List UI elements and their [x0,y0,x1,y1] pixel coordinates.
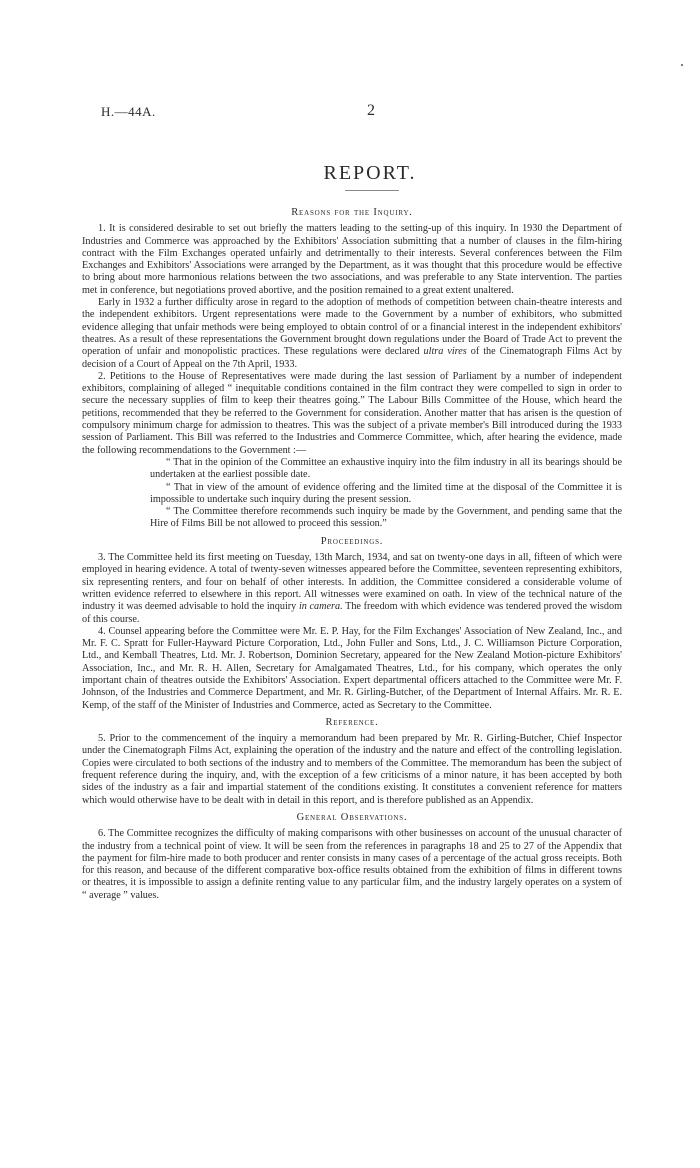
section-heading-reference: Reference. [325,716,379,728]
section-heading-reasons: Reasons for the Inquiry. [291,207,413,218]
quote-3: “ The Committee therefore recommends such inquiry be made by the Government, and pending same that the Hire of Films Bill be not allowed to proceed this session.” [150,506,622,530]
paragraph-3: 3. The Committee held its first meeting on Tuesday, 13th March, 1934, and sat on twenty-one days in all, fifteen of which were employed in hearing evidence. A total of twenty-seven witnesses appeared before the Committee, seventeen representing exhibitors, six representing renters, and four on behalf of other interests. In addition, the Committee considered a considerable volume of written evidence referred to elsewhere in this report. All witnesses were examined on oath. In view of the technical nature of the industry it was deemed advisable to hold the inquiry in camera. The freedom with which evidence was tendered proved the wisdom of this course. [82,552,622,625]
section-heading-general: General Observations. [296,811,408,823]
quote-1: “ That in the opinion of the Committee an exhaustive inquiry into the film industry in all its bearings should be undertaken at the earliest possible date. [150,456,622,481]
page-header [101,104,621,124]
document-reference: H.—44A. [101,104,156,119]
page-speck [681,64,683,66]
quote-2: “ That in view of the amount of evidence offering and the limited time at the disposal of the Committee it is impossible to undertake such inquiry during the present session. [150,481,622,505]
paragraph-1-continued: Early in 1932 a further difficulty arose in regard to the adoption of methods of competition between chain-theatre interests and the independent exhibitors. Urgent representations were made to the Government by a number of exhibitors, who submitted evidence alleging that unfair methods were being employed to obtain control of or a financial interest in the independent exhibitors' theatres. As a result of these representations the Government brought down regulations under the Board of Trade Act to prevent the operation of unfair and monopolistic practices. These regulations were declared ultra vires of the Cinematograph Films Act by decision of a Court of Appeal on the 7th April, 1933. [82,297,622,370]
paragraph-6: 6. The Committee recognizes the difficulty of making comparisons with other businesses on account of the unusual character of the industry from a technical point of view. It will be seen from the references in paragraphs 18 and 25 to 27 of the Appendix that the payment for film-hire made to both producer and renter consists in many cases of a percentage of the actual gross receipts. Both for this reason, and because of the different comparative box-office results obtained from the exhibition of films in different towns or theatres, it is impossible to assign a definite renting value to any particular film, and the industry largely operates on a system of “ average ” values. [82,828,622,901]
title-rule [345,190,399,191]
paragraph-2: 2. Petitions to the House of Representatives were made during the last session of Parliament by a number of independent exhibitors, complaining of alleged “ inequitable conditions contained in the film contract they were compelled to sign in order to secure the necessary supplies of film to keep their theatres going.” The Labour Bills Committee of the House, which heard the petitions, recommended that they be referred to the Government for consideration. Another matter that has arisen is the question of compulsory minimum charge for admission to theatres. This was the subject of a private member's Bill introduced during the 1933 session of Parliament. This Bill was referred to the Industries and Commerce Committee, which, after hearing the evidence, made the following recommendations to the Government :— [82,370,622,456]
report-body [82,202,622,902]
page-number: 2 [367,102,375,119]
section-heading-proceedings: Proceedings. [320,535,384,547]
paragraph-5: 5. Prior to the commencement of the inquiry a memorandum had been prepared by Mr. R. Girling-Butcher, Chief Inspector under the Cinematograph Films Act, explaining the operation of the industry and the nature and effect of the controlling legislation. Copies were circulated to both sections of the industry and to members of the Committee. The memorandum has been the subject of frequent reference during the inquiry, and, with the exception of a few criticisms of a minor nature, it has been accepted by both sides of the industry as a fair and impartial statement of the conditions existing. It constitutes a convenient reference for matters which would otherwise have to be dealt with in detail in this report, and is therefore published as an Appendix. [82,733,622,806]
report-title: REPORT. [323,162,417,184]
paragraph-1: 1. It is considered desirable to set out briefly the matters leading to the setting-up of this inquiry. In 1930 the Department of Industries and Commerce was approached by the Exhibitors' Association submitting that a number of clauses in the film-hiring contract with the Film Exchanges operated unfairly and detrimentally to their interests. Several conferences between the Film Exchanges and Exhibitors' Associations were arranged by the Department, as it was thought that this procedure would be effective to bring about more harmonious relations between the two associations, and was preferable to any State intervention. The parties met in conference, but negotiations proved abortive, and the position remained to a great extent unaltered. [82,223,622,296]
paragraph-4: 4. Counsel appearing before the Committee were Mr. E. P. Hay, for the Film Exchanges' Association of New Zealand, Inc., and Mr. F. C. Spratt for Fuller-Hayward Picture Corporation, Ltd., John Fuller and Sons, Ltd., J. C. Williamson Picture Corporation, Ltd., and Kemball Theatres, Ltd. Mr. J. Robertson, Dominion Secretary, appeared for the New Zealand Motion-picture Exhibitors' Association, Inc., and Mr. R. H. Allen, Secretary for Amalgamated Theatres, Ltd., for his company, which operates the only important chain of theatres outside the Exhibitors' Association. Expert departmental officers attached to the Committee were Mr. F. Johnson, of the Industries and Commerce Department, and Mr. R. Girling-Butcher, of the Department of Internal Affairs. Mr. R. E. Kemp, of the staff of the Minister of Industries and Commerce, acted as Secretary to the Committee. [82,625,622,711]
